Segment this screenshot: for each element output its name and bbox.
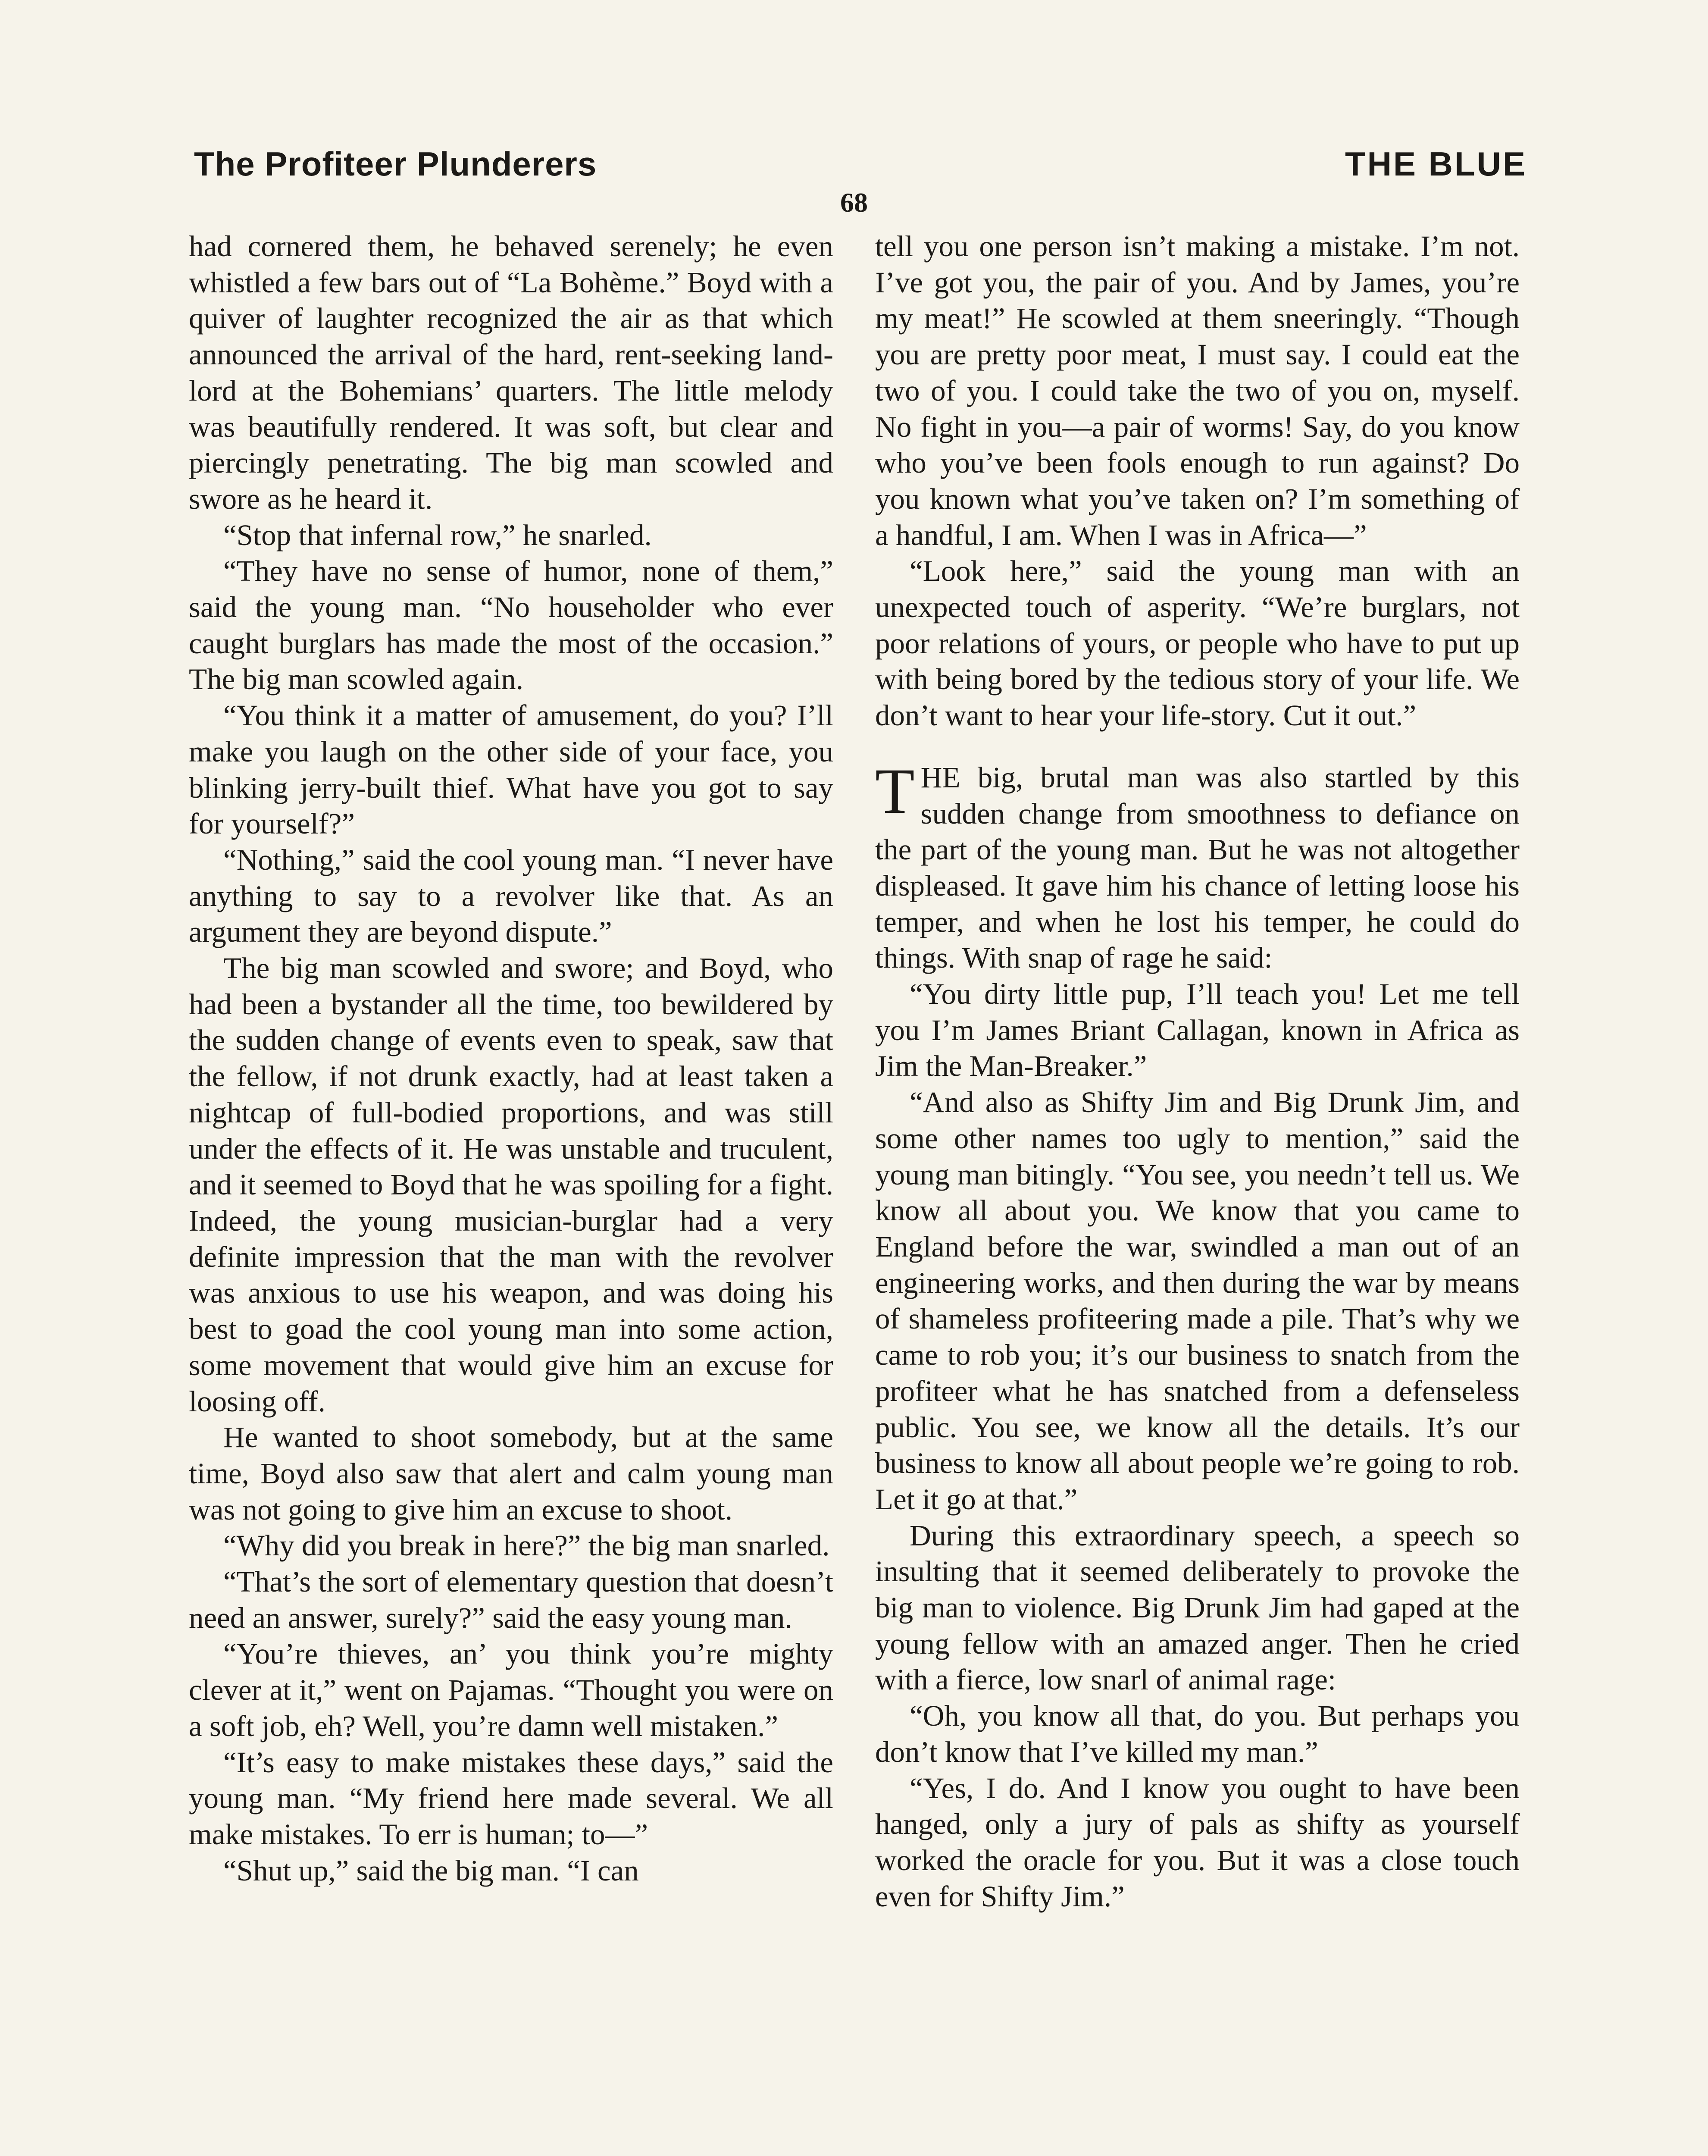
right-column bbox=[875, 229, 1520, 1915]
paragraph: had cornered them, he behaved serenely; he even whistled a few bars out of “La Bohème.” Boyd with a quiver of laughter recognized the air as that which announced the arrival of the hard, rent-seeking landlord at the Bohemians’ quarters. The little melody was beautifully rendered. It was soft, but clear and piercingly penetrating. The big man scowled and swore as he heard it. bbox=[189, 230, 833, 515]
running-title: The Profiteer Plunderers bbox=[194, 145, 597, 183]
paragraph: “You dirty little pup, I’ll teach you! Let me tell you I’m James Briant Callagan, known in Africa as Jim the Man-Breaker.” bbox=[875, 978, 1520, 1083]
magazine-name: THE BLUE bbox=[1345, 145, 1527, 183]
paragraph: The big man scowled and swore; and Boyd, who had been a bystander all the time, too bewildered by the sudden change of events even to speak, saw that the fellow, if not drunk exactly, had at least taken a nightcap of full-bodied proportions, and was still under the effects of it. He was unstable and truculent, and it seemed to Boyd that he was spoiling for a fight. Indeed, the young musician-burglar had a very definite impression that the man with the revolver was anxious to use his weapon, and was doing his best to goad the cool young man into some action, some movement that would give him an excuse for loosing off. bbox=[189, 952, 833, 1418]
paragraph: “Nothing,” said the cool young man. “I never have anything to say to a revolver like that. As an argument they are beyond dispute.” bbox=[189, 843, 833, 949]
left-column bbox=[189, 229, 833, 1889]
paragraph: “Oh, you know all that, do you. But perhaps you don’t know that I’ve killed my man.” bbox=[875, 1699, 1520, 1768]
paragraph: “That’s the sort of elementary question that doesn’t need an answer, surely?” said the easy young man. bbox=[189, 1565, 833, 1634]
paragraph: “Look here,” said the young man with an unexpected touch of asperity. “We’re burglars, not poor relations of yours, or people who have to put up with being bored by the tedious story of your life. We don’t want to hear your life-story. Cut it out.” bbox=[875, 555, 1520, 732]
paragraph: He wanted to shoot somebody, but at the same time, Boyd also saw that alert and calm young man was not going to give him an excuse to shoot. bbox=[189, 1421, 833, 1526]
drop-cap: T bbox=[875, 755, 915, 827]
drop-cap-paragraph-text: HE big, brutal man was also startled by this sudden change from smoothness to defiance on the part of the young man. But he was not altogether displeased. It gave him his chance of letting loose his temper, and when he lost his temper, he could do things. With snap of rage he said: bbox=[875, 761, 1520, 975]
paragraph: “Why did you break in here?” the big man snarled. bbox=[223, 1529, 830, 1562]
page-number: 68 bbox=[840, 187, 868, 218]
paragraph: “And also as Shifty Jim and Big Drunk Jim, and some other names too ugly to mention,” said the young man bitingly. “You see, you needn’t tell us. We know all about you. We know that you came to England before the war, swindled a man out of an engineering works, and then during the war by means of shameless profiteering made a pile. That’s why we came to rob you; it’s our business to snatch from the profiteer what he has snatched from a defenseless public. You see, we know all the details. It’s our business to know all about people we’re going to rob. Let it go at that.” bbox=[875, 1086, 1520, 1516]
paragraph: “You think it a matter of amusement, do you? I’ll make you laugh on the other side of your face, you blinking jerry-built thief. What have you got to say for yourself?” bbox=[189, 699, 833, 840]
paragraph: “It’s easy to make mistakes these days,” said the young man. “My friend here made several. We all make mistakes. To err is human; to—” bbox=[189, 1745, 833, 1851]
paragraph: “They have no sense of humor, none of them,” said the young man. “No householder who ever caught burglars has made the most of the occasion.” The big man scowled again. bbox=[189, 555, 833, 696]
paragraph: During this extraordinary speech, a speech so insulting that it seemed deliberately to provoke the big man to violence. Big Drunk Jim had gaped at the young fellow with an amazed anger. Then he cried with a fierce, low snarl of animal rage: bbox=[875, 1519, 1520, 1696]
paragraph: “You’re thieves, an’ you think you’re mighty clever at it,” went on Pajamas. “Thought you were on a soft job, eh? Well, you’re damn well mistaken.” bbox=[189, 1637, 833, 1742]
paragraph: tell you one person isn’t making a mistake. I’m not. I’ve got you, the pair of you. And by James, you’re my meat!” He scowled at them sneeringly. “Though you are pretty poor meat, I must say. I could eat the two of you. I could take the two of you on, myself. No fight in you—a pair of worms! Say, do you know who you’ve been fools enough to run against? Do you known what you’ve taken on? I’m something of a handful, I am. When I was in Africa—” bbox=[875, 230, 1520, 552]
paragraph: “Stop that infernal row,” he snarled. bbox=[223, 518, 652, 552]
paragraph: “Shut up,” said the big man. “I can bbox=[223, 1854, 639, 1887]
section-opening-paragraph bbox=[875, 755, 1520, 976]
paragraph: “Yes, I do. And I know you ought to have been hanged, only a jury of pals as shifty as yourself worked the oracle for you. But it was a close touch even for Shifty Jim.” bbox=[875, 1771, 1520, 1913]
